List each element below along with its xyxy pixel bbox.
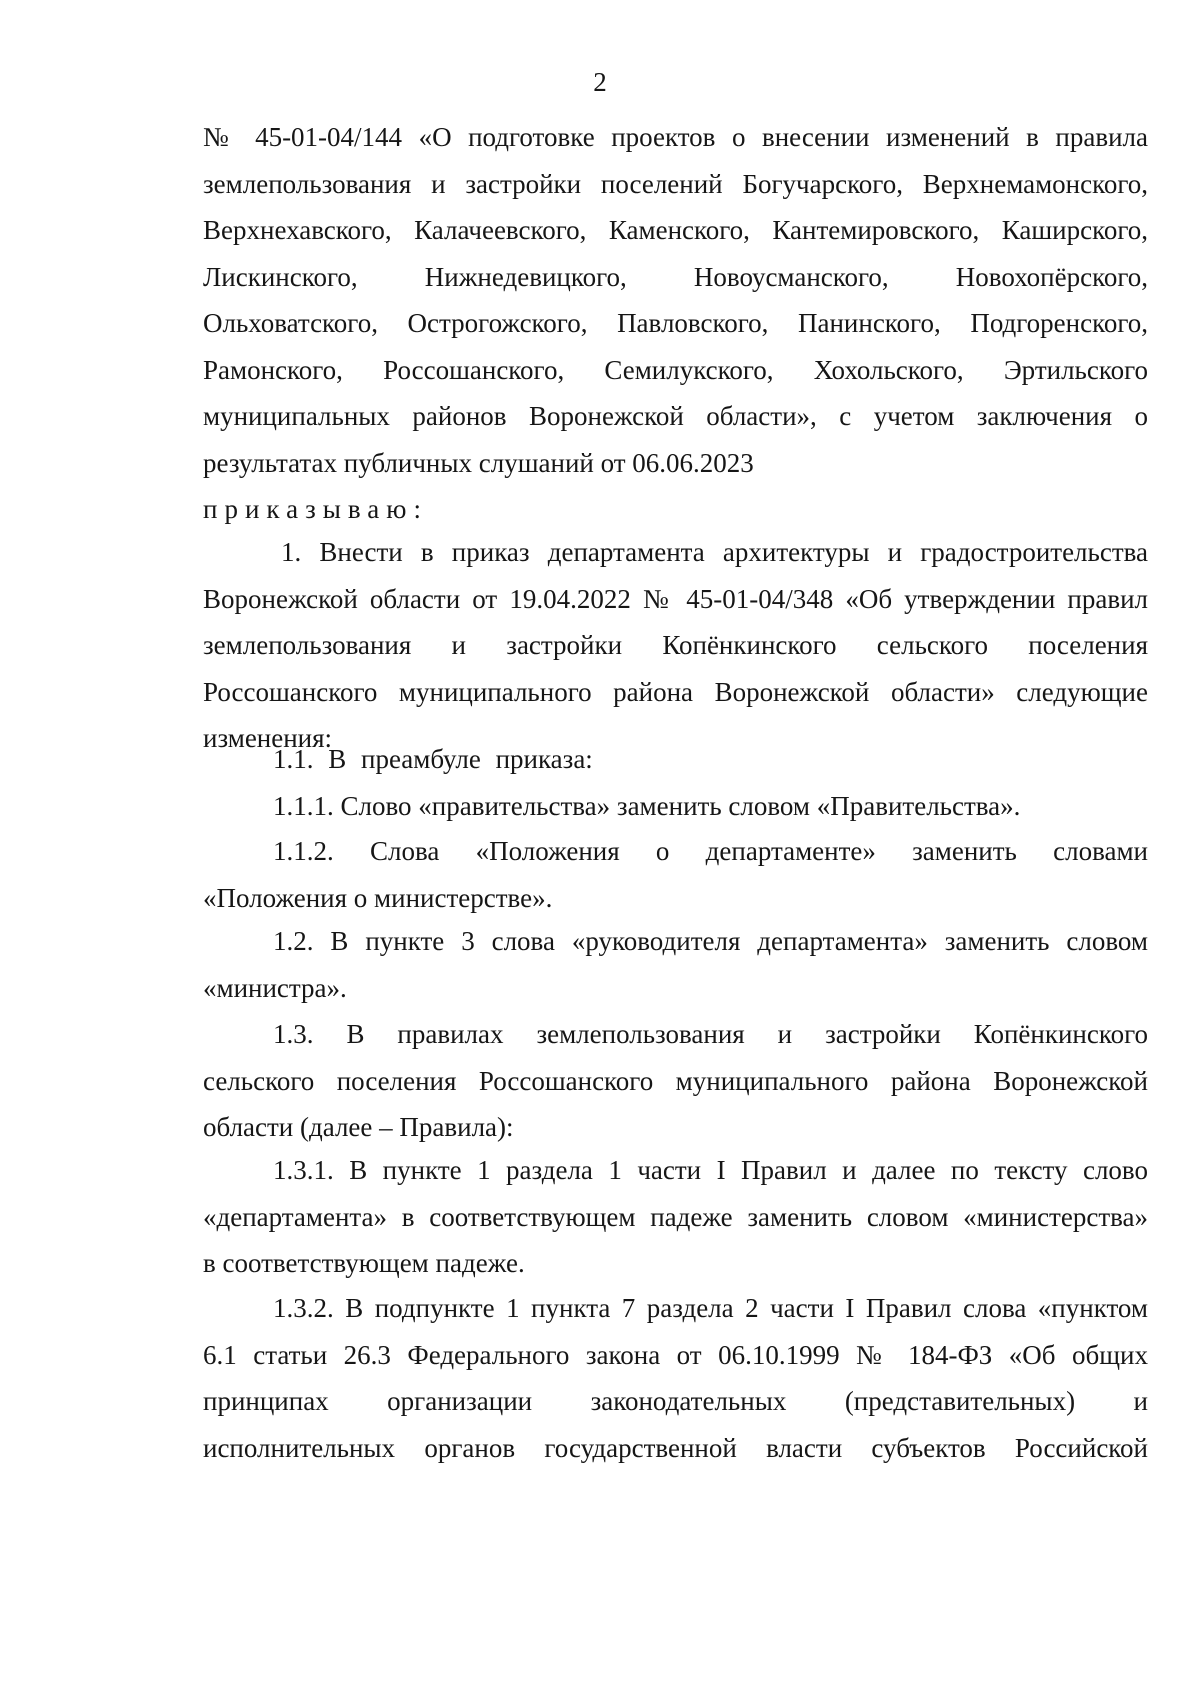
- text-line: 6.1 статьи 26.3 Федерального закона от 06.10.1999 № 184-ФЗ «Об общих: [203, 1339, 1148, 1370]
- page-number: 2: [593, 67, 607, 97]
- text-line: 1.1.2. Слова «Положения о департаменте» заменить словами: [273, 836, 1148, 866]
- item-1-paragraph: [203, 529, 1148, 762]
- item-1-3-2-paragraph: [203, 1285, 1148, 1471]
- item-1-1-2-paragraph: [203, 828, 1148, 921]
- text-line: результатах публичных слушаний от 06.06.2023: [203, 447, 754, 478]
- item-1-1-1-paragraph: [203, 783, 1148, 830]
- text-line: муниципальных районов Воронежской области», с учетом заключения о: [203, 401, 1148, 431]
- text-line: Лискинского, Нижнедевицкого, Новоусманского, Новохопёрского,: [203, 261, 1148, 292]
- text-line: исполнительных органов государственной власти субъектов Российской: [203, 1432, 1148, 1463]
- text-line: Россошанского муниципального района Воронежской области» следующие: [203, 676, 1148, 707]
- text-line: сельского поселения Россошанского муниципального района Воронежской: [203, 1065, 1148, 1096]
- item-1-1-paragraph: [203, 736, 1148, 783]
- intro-paragraph: [203, 114, 1148, 486]
- text-line: Рамонского, Россошанского, Семилукского, Хохольского, Эртильского: [203, 354, 1148, 385]
- text-line: 1. Внести в приказ департамента архитектуры и градостроительства: [281, 537, 1148, 567]
- text-line: № 45-01-04/144 «О подготовке проектов о внесении изменений в правила: [203, 122, 1148, 152]
- text-line: в соответствующем падеже.: [203, 1248, 525, 1278]
- item-1-2-paragraph: [203, 918, 1148, 1011]
- text-line: 1.1.1. Слово «правительства» заменить словом «Правительства».: [273, 791, 1021, 821]
- text-line: 1.3. В правилах землепользования и застройки Копёнкинского: [273, 1019, 1148, 1049]
- item-1-3-paragraph: [203, 1011, 1148, 1151]
- text-line: Ольховатского, Острогожского, Павловского, Панинского, Подгоренского,: [203, 308, 1148, 338]
- text-line: землепользования и застройки поселений Богучарского, Верхнемамонского,: [203, 168, 1148, 199]
- text-line: Воронежской области от 19.04.2022 № 45-01-04/348 «Об утверждении правил: [203, 583, 1148, 614]
- text-line: 1.3.2. В подпункте 1 пункта 7 раздела 2 части I Правил слова «пунктом: [273, 1293, 1148, 1323]
- order-word: приказываю:: [203, 494, 428, 524]
- text-line: 1.2. В пункте 3 слова «руководителя департамента» заменить словом: [273, 926, 1148, 956]
- text-line: Верхнехавского, Калачеевского, Каменского, Кантемировского, Каширского,: [203, 215, 1148, 245]
- text-line: «департамента» в соответствующем падеже заменить словом «министерства»: [203, 1201, 1148, 1232]
- text-line: области (далее – Правила):: [203, 1112, 514, 1142]
- text-line: «министра».: [203, 972, 347, 1003]
- text-line: изменения:: [203, 723, 333, 753]
- text-line: «Положения о министерстве».: [203, 882, 553, 913]
- text-line: 1.3.1. В пункте 1 раздела 1 части I Правил и далее по тексту слово: [273, 1155, 1148, 1185]
- text-line: землепользования и застройки Копёнкинского сельского поселения: [203, 630, 1148, 660]
- order-word-paragraph: [203, 486, 1148, 533]
- item-1-3-1-paragraph: [203, 1147, 1148, 1287]
- text-line: 1.1. В преамбуле приказа:: [273, 744, 593, 774]
- text-line: принципах организации законодательных (представительных) и: [203, 1386, 1148, 1416]
